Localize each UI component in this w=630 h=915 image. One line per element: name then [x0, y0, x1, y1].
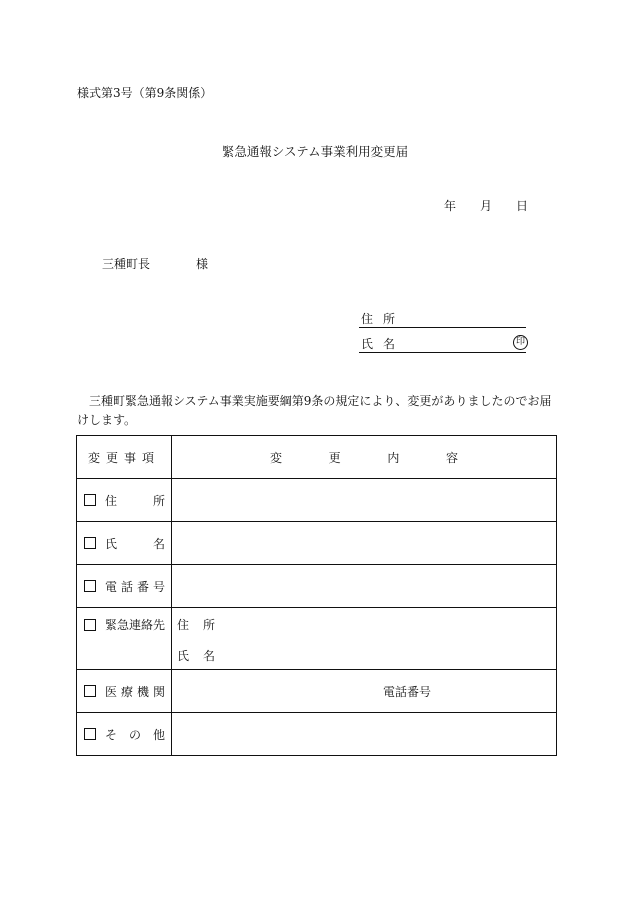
header-item-label: 変更事項 [87, 450, 160, 465]
row-label-char: 医 [105, 684, 118, 699]
emergency-address-char: 所 [203, 618, 216, 632]
row-content-cell-emergency-contact[interactable] [172, 608, 557, 670]
row-label-char: 番 [136, 579, 149, 594]
addressee-honorific: 様 [196, 257, 209, 271]
table-row [77, 608, 557, 670]
checkbox-name[interactable] [84, 537, 96, 549]
body-text: 三種町緊急通報システム事業実施要綱第9条の規定により、変更がありましたのでお届けします。 [77, 394, 552, 427]
row-content-cell-name[interactable] [172, 522, 557, 565]
table-header-row [77, 436, 557, 479]
header-content-char: 内 [387, 450, 400, 465]
checkbox-emergency-contact[interactable] [84, 619, 96, 631]
row-label-char: 関 [152, 684, 165, 699]
applicant-name-label-2: 名 [383, 337, 396, 351]
row-content-cell-other[interactable] [172, 713, 557, 756]
checkbox-medical-institution[interactable] [84, 685, 96, 697]
row-label-char: 氏 [105, 536, 118, 551]
row-label-char: 所 [152, 493, 165, 508]
table-row [77, 713, 557, 756]
header-content-char: 更 [328, 450, 341, 465]
medical-phone-label: 電話番号 [383, 684, 432, 699]
row-label-cell [77, 522, 172, 565]
change-table [76, 435, 557, 756]
emergency-name-line [172, 633, 556, 664]
checkbox-address[interactable] [84, 494, 96, 506]
seal-mark: 印 [513, 335, 528, 350]
checkbox-other[interactable] [84, 728, 96, 740]
row-label-cell [77, 565, 172, 608]
applicant-address-label-1: 住 [361, 312, 374, 326]
table-row [77, 565, 557, 608]
date-month-label: 月 [480, 199, 493, 213]
document-title: 緊急通報システム事業利用変更届 [221, 144, 409, 159]
applicant-name-field[interactable] [359, 334, 526, 353]
row-label-char: そ [105, 727, 118, 742]
row-label-char: 住 [105, 493, 118, 508]
header-item-cell [77, 436, 172, 479]
emergency-name-char: 名 [203, 649, 216, 663]
applicant-address-field[interactable] [359, 309, 526, 328]
row-label-cell [77, 479, 172, 522]
checkbox-phone[interactable] [84, 580, 96, 592]
applicant-name-label-1: 氏 [361, 337, 374, 351]
row-content-cell-address[interactable] [172, 479, 557, 522]
row-label-char: 電 [105, 579, 118, 594]
row-content-cell-medical-institution[interactable] [172, 670, 557, 713]
row-label-char: 機 [136, 684, 149, 699]
header-content-char: 変 [270, 450, 283, 465]
header-content-char: 容 [445, 450, 458, 465]
date-year-label: 年 [444, 199, 457, 213]
row-label-char: の [128, 727, 141, 742]
emergency-name-char: 氏 [177, 649, 190, 663]
emergency-address-line [172, 608, 556, 633]
date-day-label: 日 [516, 199, 529, 213]
row-label-char: 名 [152, 536, 165, 551]
row-label-cell [77, 670, 172, 713]
row-label-cell [77, 608, 172, 670]
applicant-address-label-2: 所 [383, 312, 396, 326]
form-number: 様式第3号（第9条関係） [77, 86, 213, 100]
row-label-char: 療 [120, 684, 133, 699]
row-label-cell [77, 713, 172, 756]
addressee-name: 三種町長 [102, 257, 151, 271]
header-content-cell [172, 436, 557, 479]
row-label-char: 他 [152, 727, 165, 742]
table-row [77, 522, 557, 565]
table-row [77, 479, 557, 522]
row-label-char: 号 [152, 579, 165, 594]
emergency-address-char: 住 [177, 618, 190, 632]
row-content-cell-phone[interactable] [172, 565, 557, 608]
row-label-text: 緊急連絡先 [105, 618, 166, 632]
table-row [77, 670, 557, 713]
header-content-label [172, 449, 556, 466]
row-label-char: 話 [120, 579, 133, 594]
